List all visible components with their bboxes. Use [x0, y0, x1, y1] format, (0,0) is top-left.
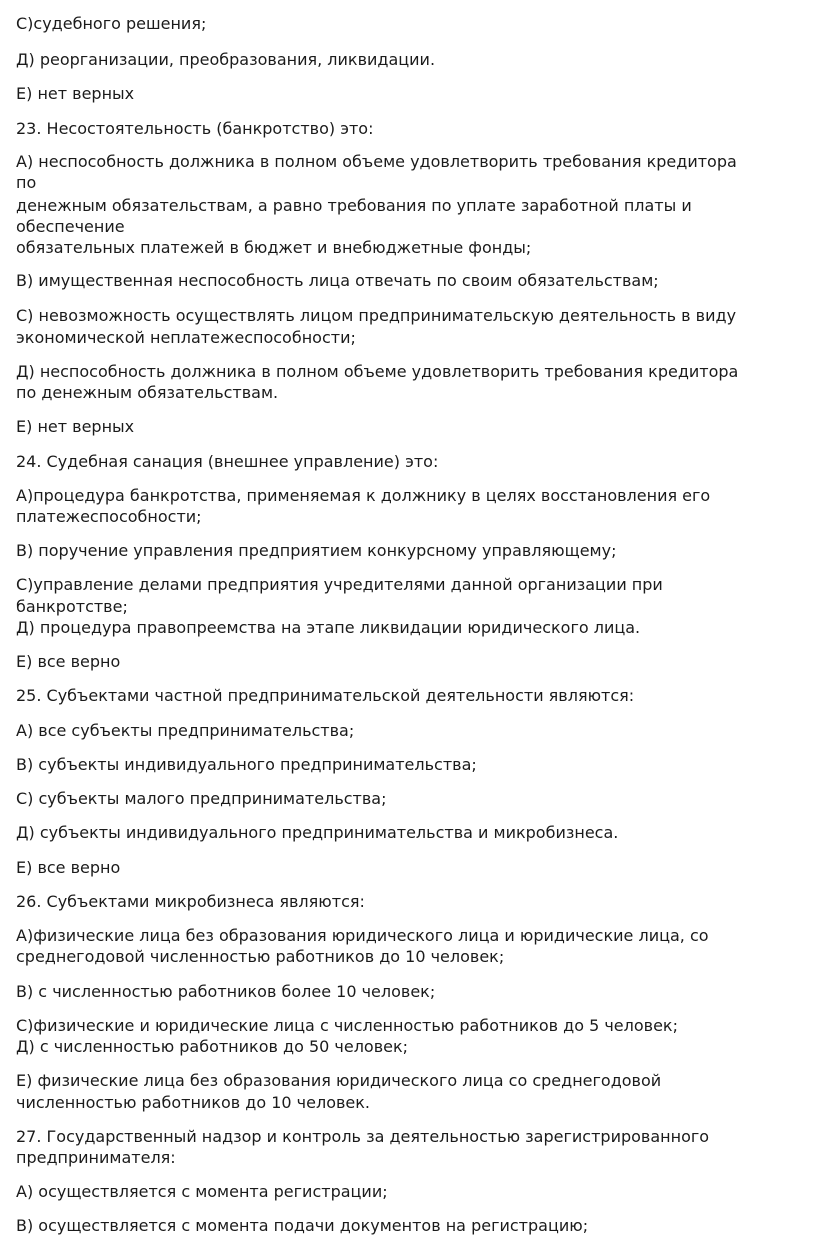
text-line: С) невозможность осуществлять лицом предпринимательскую деятельность в виду: [16, 306, 737, 325]
text-line: В) осуществляется с момента подачи документов на регистрацию;: [16, 1216, 589, 1235]
text-line: платежеспособности;: [16, 507, 202, 526]
text-line: обеспечение: [16, 217, 125, 236]
text-line: А) все субъекты предпринимательства;: [16, 721, 355, 740]
text-line: Е) все верно: [16, 652, 121, 671]
text-line: Д) реорганизации, преобразования, ликвидации.: [16, 50, 436, 69]
text-line: Е) физические лица без образования юридического лица со среднегодовой: [16, 1071, 662, 1090]
text-line: среднегодовой численностью работников до 10 человек;: [16, 947, 505, 966]
text-line: Д) неспособность должника в полном объеме удовлетворить требования кредитора: [16, 362, 739, 381]
text-line: В) имущественная неспособность лица отвечать по своим обязательствам;: [16, 271, 659, 290]
text-line: В) субъекты индивидуального предпринимательства;: [16, 755, 477, 774]
question-heading: 26. Субъектами микробизнеса являются:: [16, 892, 365, 911]
text-line: С) субъекты малого предпринимательства;: [16, 789, 387, 808]
text-line: численностью работников до 10 человек.: [16, 1093, 371, 1112]
question-heading: 25. Субъектами частной предпринимательской деятельности являются:: [16, 686, 635, 705]
text-line: В) поручение управления предприятием конкурсному управляющему;: [16, 541, 617, 560]
text-line: Д) субъекты индивидуального предпринимательства и микробизнеса.: [16, 823, 619, 842]
text-line: Е) нет верных: [16, 417, 135, 436]
text-line: экономической неплатежеспособности;: [16, 328, 356, 347]
text-line: С)управление делами предприятия учредителями данной организации при: [16, 575, 663, 594]
text-line: Д) с численностью работников до 50 человек;: [16, 1037, 409, 1056]
text-line: обязательных платежей в бюджет и внебюджетные фонды;: [16, 238, 532, 257]
text-line: А)физические лица без образования юридического лица и юридические лица, со: [16, 926, 709, 945]
text-line: банкротстве;: [16, 597, 128, 616]
text-line: Е) все верно: [16, 858, 121, 877]
question-heading: 24. Судебная санация (внешнее управление) это:: [16, 452, 439, 471]
text-line: денежным обязательствам, а равно требования по уплате заработной платы и: [16, 196, 692, 215]
question-heading: 27. Государственный надзор и контроль за деятельностью зарегистрированного: [16, 1127, 710, 1146]
text-line: С)судебного решения;: [16, 14, 207, 33]
text-line: А) осуществляется с момента регистрации;: [16, 1182, 388, 1201]
text-line: по денежным обязательствам.: [16, 383, 279, 402]
text-line: по: [16, 173, 37, 192]
text-line: А) неспособность должника в полном объеме удовлетворить требования кредитора: [16, 152, 737, 171]
text-line: Е) нет верных: [16, 84, 135, 103]
question-heading: 23. Несостоятельность (банкротство) это:: [16, 119, 374, 138]
text-line: В) с численностью работников более 10 человек;: [16, 982, 436, 1001]
text-line: предпринимателя:: [16, 1148, 176, 1167]
text-line: С)физические и юридические лица с численностью работников до 5 человек;: [16, 1016, 678, 1035]
text-line: Д) процедура правопреемства на этапе ликвидации юридического лица.: [16, 618, 641, 637]
text-line: А)процедура банкротства, применяемая к должнику в целях восстановления его: [16, 486, 711, 505]
